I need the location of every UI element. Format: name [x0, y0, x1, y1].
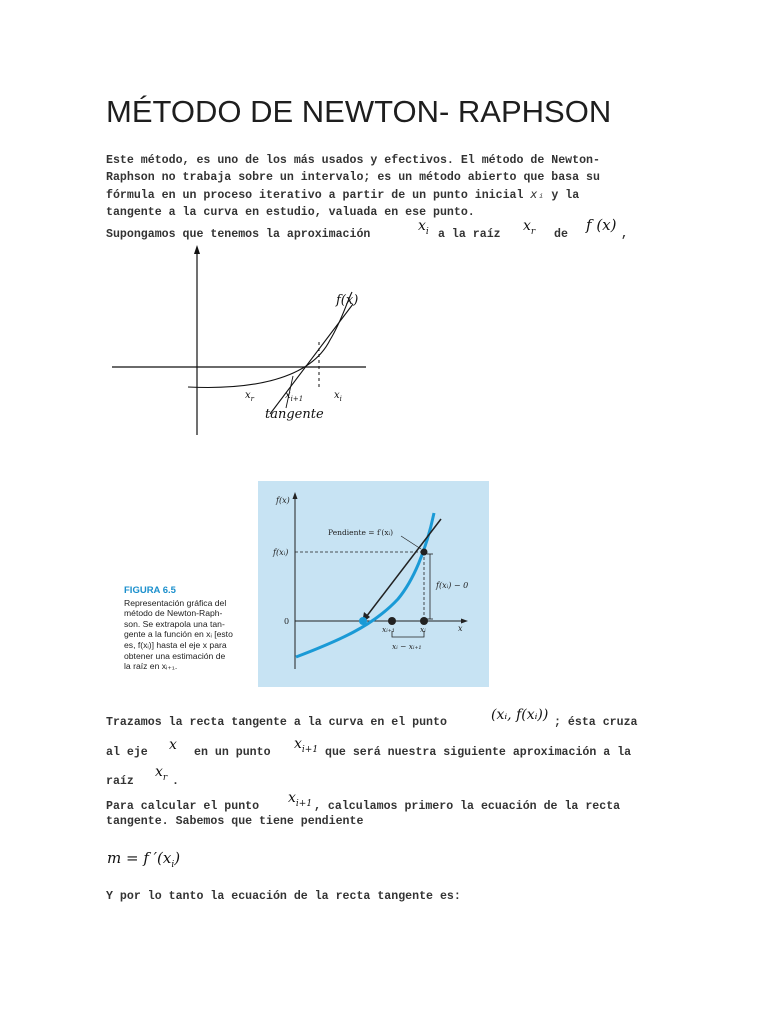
suppose-text-b: a la raíz [438, 228, 501, 241]
figure-root-point [359, 617, 367, 625]
para2-line1a: Trazamos la recta tangente a la curva en el punto [106, 716, 447, 729]
figure-6-5-diagram [258, 481, 489, 687]
newton-sketch-graph [110, 242, 370, 437]
para2-xi1: $x_{i+1}$ [294, 736, 319, 755]
para2-line2b: en un punto [194, 746, 271, 759]
para2-xr: $x_r$ [155, 764, 168, 783]
figure-height-label: f(xᵢ) − 0 [436, 581, 469, 590]
suppose-text-d: , [621, 228, 628, 241]
para3-line2: tangente. Sabemos que tiene pendiente [106, 815, 364, 828]
figure-xi1-point [388, 617, 396, 625]
intro-line-4: tangente a la curva en estudio, valuada en ese punto. [106, 205, 475, 219]
xi-variable: xᵢ [530, 187, 545, 201]
sketch-xi-label: $x_i$ [334, 390, 342, 403]
figure-caption-title: FIGURA 6.5 [124, 585, 176, 596]
caption-line-4: gente a la función en xᵢ [esto [124, 629, 233, 640]
para3-line1a: Para calcular el punto [106, 800, 260, 813]
intro-line-2: Raphson no trabaja sobre un intervalo; es un método abierto que basa su [106, 170, 600, 184]
para2-x: x [169, 737, 177, 753]
sketch-curve [188, 292, 352, 387]
sketch-xi1-label: $x_{i+1}$ [285, 390, 304, 403]
para2-point: (xᵢ, f(xᵢ)) [491, 707, 549, 723]
figure-diff-label: xᵢ − xᵢ₊₁ [392, 642, 422, 651]
figure-tangent-point [421, 549, 428, 556]
para2-line1b: ; ésta cruza [554, 716, 638, 729]
suppose-text-c: de [554, 228, 568, 241]
para2-line2c: que será nuestra siguiente aproximación a la [325, 746, 632, 759]
figure-xi-point [420, 617, 428, 625]
figure-caption [124, 586, 254, 672]
para3-xi1: $x_{i+1}$ [288, 790, 313, 809]
slope-formula: m = f $'(x_i)$ [107, 849, 181, 870]
suppose-xr: $x_r$ [523, 218, 536, 237]
caption-line-2: método de Newton-Raph- [124, 608, 223, 619]
caption-line-3: son. Se extrapola una tan- [124, 618, 225, 629]
figure-xi-label: xᵢ [420, 625, 426, 634]
caption-line-5: es, f(xᵢ)] hasta el eje x para [124, 639, 227, 650]
suppose-text-a: Supongamos que tenemos la aproximación [106, 228, 371, 241]
figure-fxi-label: f(xᵢ) [273, 548, 289, 557]
caption-line-6: obtener una estimación de [124, 650, 226, 661]
page-title: MÉTODO DE NEWTON- RAPHSON [106, 94, 612, 129]
sketch-xr-label: $x_r$ [245, 390, 254, 403]
figure-x-label: x [458, 624, 463, 633]
figure-xi1-label: xᵢ₊₁ [382, 625, 395, 634]
suppose-xi: $x_i$ [418, 218, 429, 237]
para4-text: Y por lo tanto la ecuación de la recta tangente es: [106, 890, 461, 903]
sketch-fx-label: f(x) [336, 293, 359, 308]
caption-line-1: Representación gráfica del [124, 597, 227, 608]
figure-zero-label: 0 [284, 617, 290, 626]
figure-y-label: f(x) [276, 496, 290, 505]
intro-line-3: fórmula en un proceso iterativo a partir de un punto inicial xᵢ y la [106, 187, 580, 202]
para2-line3b: . [172, 775, 179, 788]
sketch-tangent-label: tangente [265, 407, 324, 422]
para2-line2a: al eje [106, 746, 148, 759]
intro-paragraph [106, 153, 666, 221]
suppose-fx: f (x) [586, 216, 617, 234]
caption-line-7: la raíz en xᵢ₊₁. [124, 661, 178, 672]
figure-slope-label: Pendiente = f′(xᵢ) [328, 528, 394, 537]
intro-line-1: Este método, es uno de los más usados y efectivos. El método de Newton- [106, 154, 600, 167]
para3-line1b: , calculamos primero la ecuación de la recta [314, 800, 621, 813]
sketch-y-arrow [194, 245, 200, 254]
para2-line3a: raíz [106, 775, 134, 788]
